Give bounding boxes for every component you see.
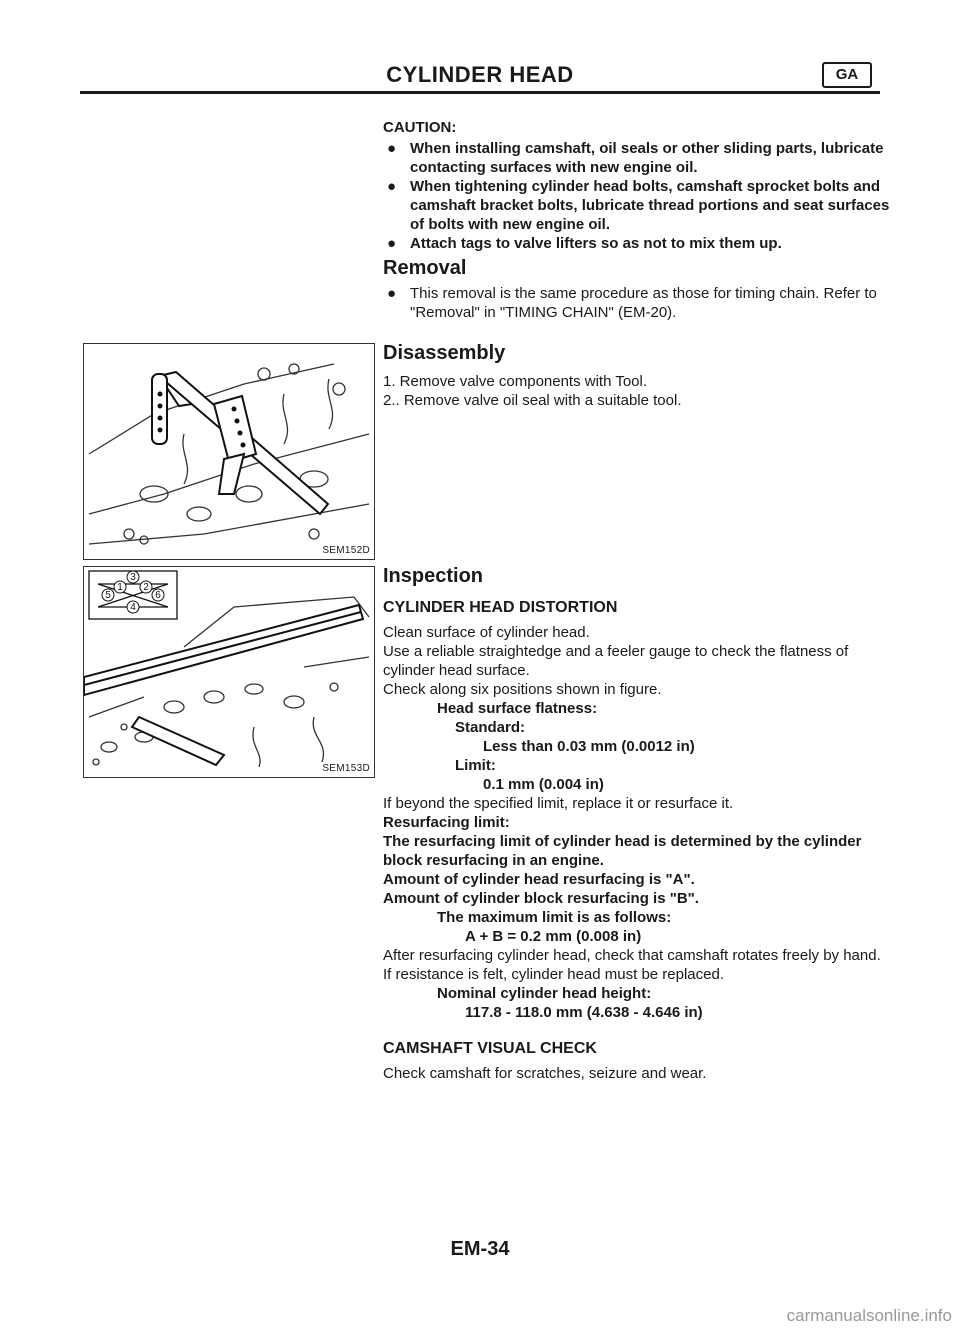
removal-text: ● This removal is the same procedure as those for timing chain. Refer to "Removal" in "TIMING CHAIN" (EM-20).	[387, 285, 877, 321]
position-label: 5	[105, 590, 111, 601]
inspection-heading: Inspection	[383, 565, 484, 587]
limit-value: 0.1 mm (0.004 in)	[483, 776, 604, 793]
header-rule	[80, 91, 880, 94]
caution-section	[383, 118, 893, 322]
caution-bullet: ● Attach tags to valve lifters so as not to mix them up.	[387, 235, 782, 252]
disassembly-step: 2.. Remove valve oil seal with a suitable tool.	[383, 392, 682, 409]
distortion-heading: CYLINDER HEAD DISTORTION	[383, 599, 618, 616]
straightedge-illustration	[84, 567, 374, 777]
page-number: EM-34	[450, 1238, 510, 1260]
caution-heading: CAUTION:	[383, 119, 457, 136]
max-value: A + B = 0.2 mm (0.008 in)	[465, 928, 642, 945]
resurfacing-text: The resurfacing limit of cylinder head is determined by the cylinder block resurfacing in an engine.	[383, 833, 862, 869]
disassembly-step: 1. Remove valve components with Tool.	[383, 373, 648, 390]
position-label: 3	[130, 572, 136, 583]
position-label: 4	[130, 602, 136, 613]
amount-b: Amount of cylinder block resurfacing is "B".	[383, 890, 699, 907]
resurfacing-label: Resurfacing limit:	[383, 814, 510, 831]
position-label: 6	[155, 590, 161, 601]
page-header	[80, 60, 880, 94]
disassembly-heading: Disassembly	[383, 342, 506, 364]
disassembly-section	[383, 340, 893, 410]
watermark: carmanualsonline.info	[786, 1306, 952, 1325]
distortion-line: Use a reliable straightedge and a feeler gauge to check the flatness of cylinder head surface.	[383, 643, 849, 679]
figure-code: SEM152D	[322, 545, 370, 556]
camshaft-heading: CAMSHAFT VISUAL CHECK	[383, 1040, 597, 1057]
removal-heading: Removal	[383, 257, 467, 279]
figure-valve-tool	[83, 343, 375, 560]
standard-label: Standard:	[455, 719, 526, 736]
nominal-value: 117.8 - 118.0 mm (4.638 - 4.646 in)	[465, 1004, 703, 1021]
camshaft-text: Check camshaft for scratches, seizure and wear.	[383, 1065, 707, 1082]
distortion-line: Check along six positions shown in figure.	[383, 681, 662, 698]
beyond-text: If beyond the specified limit, replace it or resurface it.	[383, 795, 734, 812]
position-label: 2	[143, 582, 149, 593]
after-text: After resurfacing cylinder head, check that camshaft rotates freely by hand. If resistance is felt, cylinder head must be replaced.	[383, 947, 881, 983]
caution-bullet: ● When tightening cylinder head bolts, camshaft sprocket bolts and camshaft bracket bolts, lubricate thread portions and seat surfaces of bolts with new engine oil.	[387, 178, 890, 233]
engine-badge: GA	[822, 62, 872, 88]
distortion-line: Clean surface of cylinder head.	[383, 624, 590, 641]
figure-code: SEM153D	[322, 763, 370, 774]
amount-a: Amount of cylinder head resurfacing is "A".	[383, 871, 695, 888]
flatness-label: Head surface flatness:	[437, 700, 598, 717]
valve-tool-illustration	[84, 344, 374, 559]
standard-value: Less than 0.03 mm (0.0012 in)	[483, 738, 695, 755]
limit-label: Limit:	[455, 757, 496, 774]
max-label: The maximum limit is as follows:	[437, 909, 672, 926]
inspection-section	[383, 563, 893, 1083]
figure-straightedge	[83, 566, 375, 778]
page-title: CYLINDER HEAD	[386, 62, 574, 87]
position-label: 1	[117, 582, 123, 593]
nominal-label: Nominal cylinder head height:	[437, 985, 652, 1002]
caution-bullet: ● When installing camshaft, oil seals or other sliding parts, lubricate contacting surfaces with new engine oil.	[387, 140, 884, 176]
